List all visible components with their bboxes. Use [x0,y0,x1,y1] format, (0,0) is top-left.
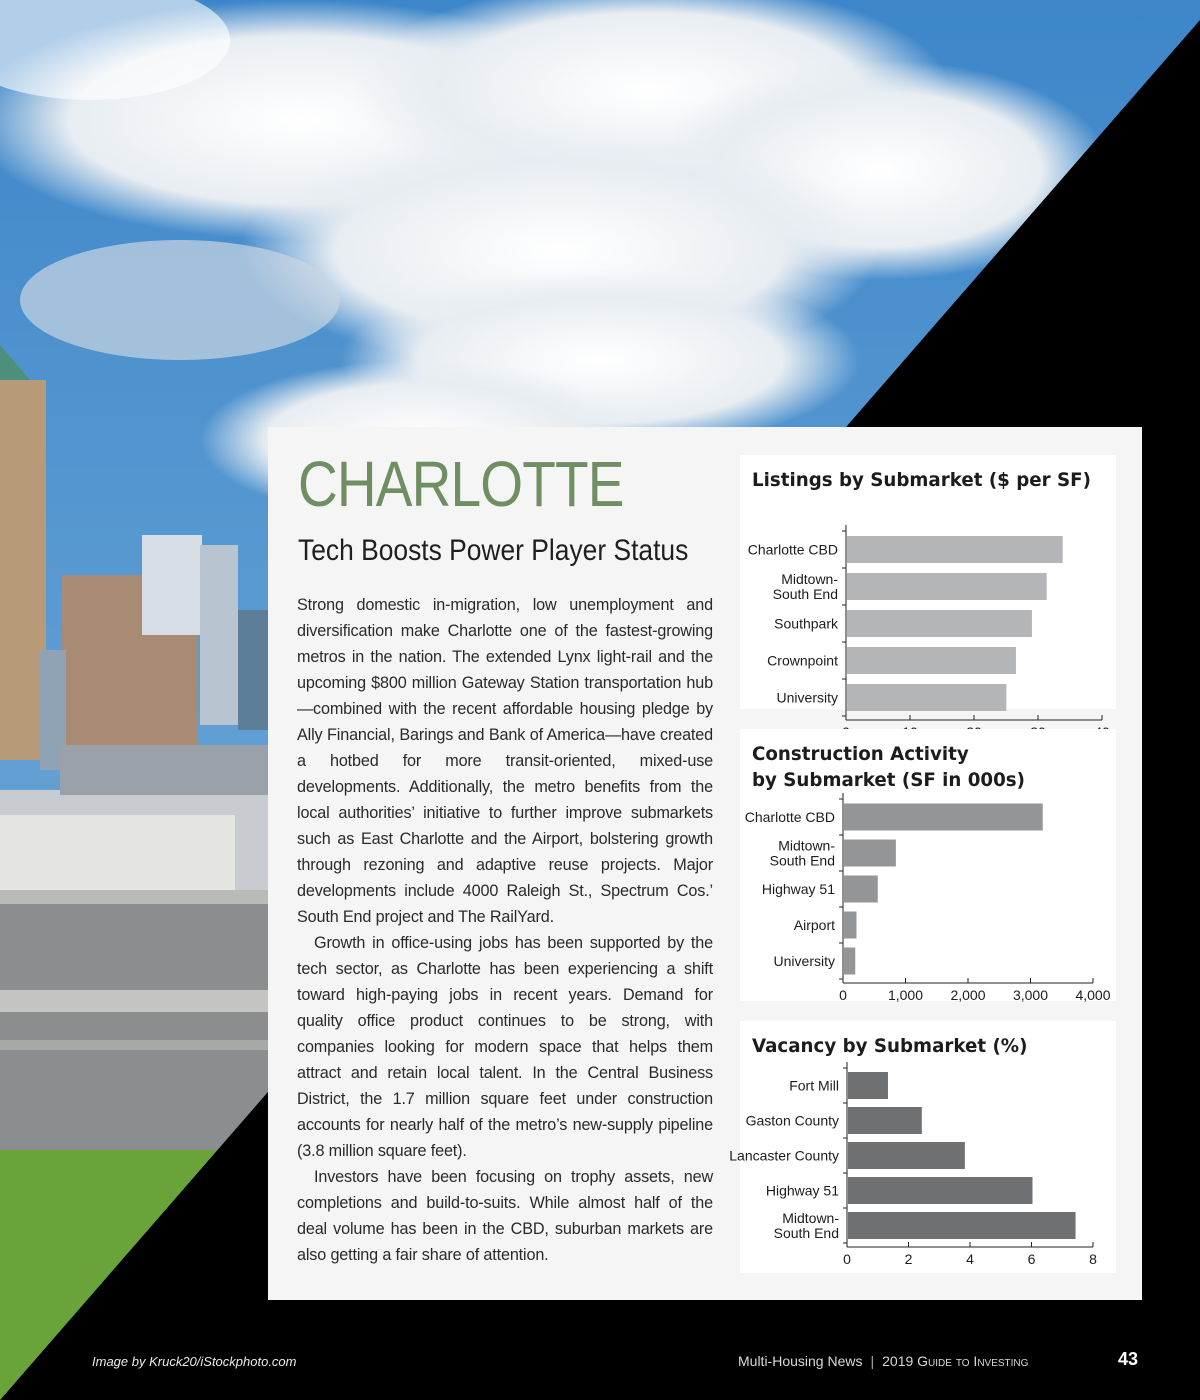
article-paragraph: Investors have been focusing on trophy assets, new completions and build-to-suits. While almost half of the deal volume has been in the CBD, suburban markets are also getting a fair share of attention. [297,1168,713,1264]
listings-chart [740,455,1116,709]
chart-title: Vacancy by Submarket (%) [752,1035,1028,1057]
vacancy-chart [729,1021,1116,1273]
construction-chart-plot [740,729,1116,1001]
chart-title: Construction Activity by Submarket (SF in 000s) [752,743,1026,791]
bar [847,610,1032,637]
category-label: Gaston County [745,1112,839,1129]
category-label: Midtown-South End [772,571,838,602]
page-number: 43 [1118,1349,1139,1369]
bar [844,912,857,939]
article-paragraph: Growth in office-using jobs has been supported by the tech sector, as Charlotte has been experiencing a shift toward high-paying jobs in recent years. Demand for quality office product continues to be strong, with companies looking for modern space that helps them attract and retain local talent. In the Central Business District, the 1.7 million square feet under construction accounts for nearly half of the metro’s new-supply pipeline (3.8 million square feet). [297,934,713,1160]
bar [844,948,855,975]
bar [848,1072,888,1099]
x-tick-label: 0 [843,1251,851,1267]
category-label: Lancaster County [729,1147,839,1164]
bar [844,804,1043,831]
category-label: Midtown-South End [773,1210,839,1241]
listings-chart-plot [740,455,1116,709]
article-title: CHARLOTTE [298,448,624,520]
photo-credit: Image by Kruck20/iStockphoto.com [92,1354,297,1369]
bar [844,876,878,903]
category-label: Airport [793,917,835,933]
x-tick-label: 8 [1089,1251,1097,1267]
category-label: Highway 51 [765,1182,839,1199]
category-label: University [773,953,835,969]
x-tick-label: 4 [966,1251,974,1267]
category-label: University [776,689,838,706]
bar [847,573,1047,600]
bar [847,647,1016,674]
x-tick-label: 6 [1027,1251,1036,1267]
category-label: Crownpoint [767,652,838,669]
article-paragraph: Strong domestic in-migration, low unemployment and diversification make Charlotte one of the fastest-growing metros in the nation. The extended Lynx light-rail and the upcoming $800 million Gateway Station transportation hub—combined with the recent affordable housing pledge by Ally Financial, Barings and Bank of America—have created a hotbed for more transit-oriented, mixed-use developments. Additionally, the metro benefits from the local authorities’ initiative to further improve submarkets such as East Charlotte and the Airport, bolstering growth through rezoning and adaptive reuse projects. Major developments include 4000 Raleigh St., Spectrum Cos.’ South End project and The RailYard. [297,596,713,926]
construction-chart [740,729,1116,1001]
bar [847,684,1006,711]
bar [848,1212,1076,1239]
article-body [297,592,713,1268]
x-tick-label: 2 [904,1251,913,1267]
bar [848,1107,922,1134]
x-tick-label: 4,000 [1075,987,1111,1003]
x-tick-label: 0 [839,987,847,1003]
category-label: Highway 51 [761,881,835,897]
x-tick-label: 3,000 [1012,987,1049,1003]
chart-title: Listings by Submarket ($ per SF) [752,469,1091,491]
category-label: Charlotte CBD [744,809,835,825]
article-subtitle: Tech Boosts Power Player Status [298,534,689,567]
category-label: Southpark [774,615,838,632]
article-panel [268,427,1142,1300]
x-tick-label: 2,000 [950,987,986,1003]
highway [0,890,300,1150]
bar [844,840,896,867]
publication-name: Multi-Housing News [738,1353,863,1369]
bar [847,536,1063,563]
bar [848,1142,965,1169]
category-label: Midtown-South End [769,837,835,869]
bar [848,1177,1033,1204]
vacancy-chart-plot [729,1021,1116,1273]
category-label: Fort Mill [789,1077,839,1094]
issue-name: 2019 Guide to Investing [882,1353,1029,1369]
category-label: Charlotte CBD [747,541,838,558]
x-tick-label: 1,000 [887,987,924,1003]
separator: | [870,1353,875,1369]
publication-line [738,1353,1028,1369]
